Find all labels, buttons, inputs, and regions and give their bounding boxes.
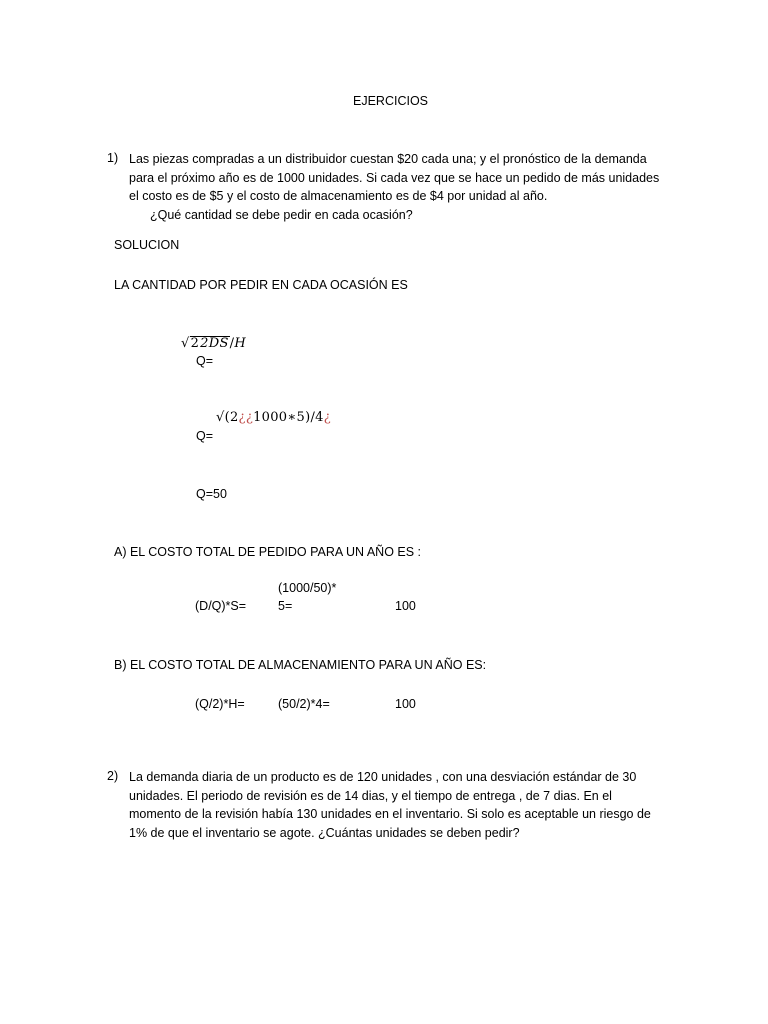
part-b-formula: (Q/2)*H=	[195, 697, 245, 711]
part-b-calc: (50/2)*4=	[278, 697, 330, 711]
exercise-2-statement	[129, 768, 669, 842]
exercise-1-line: Las piezas compradas a un distribuidor cuestan $20 cada una; y el pronóstico de la demanda	[129, 152, 647, 166]
exercise-1-line: para el próximo año es de 1000 unidades. Si cada vez que se hace un pedido de más unidades	[129, 170, 660, 185]
exercise-1-line: el costo es de $5 y el costo de almacenamiento es de $4 por unidad al año.	[129, 189, 548, 204]
exercise-2-line: 1% de que el inventario se agote. ¿Cuántas unidades se deben pedir?	[129, 825, 520, 840]
solution-label: SOLUCION	[114, 238, 180, 252]
exercise-2-line: La demanda diaria de un producto es de 120 unidades , con una desviación estándar de 30	[129, 770, 637, 784]
exercise-1-statement	[129, 150, 669, 224]
part-a-heading: A) EL COSTO TOTAL DE PEDIDO PARA UN AÑO ES :	[114, 545, 422, 559]
exercise-2-line: unidades. El periodo de revisión es de 14 dias, y el tiempo de entrega , de 7 dias. En el	[129, 788, 612, 803]
eoq-substitution: √(2¿¿1000∗5)/4¿	[216, 410, 331, 425]
part-a-value: 100	[395, 599, 416, 613]
exercise-1-question: ¿Qué cantidad se debe pedir en cada ocasión?	[150, 207, 413, 222]
radicand: 22DS	[190, 336, 229, 351]
sqrt-symbol: √	[216, 410, 225, 425]
q-result: Q=50	[196, 487, 227, 501]
exercise-2-number: 2)	[107, 769, 119, 783]
part-a-calc-line2: 5=	[278, 599, 293, 613]
part-a-calc-line1: (1000/50)*	[278, 581, 337, 595]
sqrt-symbol: √	[181, 336, 190, 351]
quantity-subtitle: LA CANTIDAD POR PEDIR EN CADA OCASIÓN ES	[114, 278, 408, 292]
page-title: EJERCICIOS	[353, 94, 429, 108]
q-label: Q=	[196, 354, 214, 368]
part-b-heading: B) EL COSTO TOTAL DE ALMACENAMIENTO PARA UN AÑO ES:	[114, 658, 487, 672]
eoq-formula: √22DS/H	[181, 336, 246, 351]
q-label: Q=	[196, 429, 214, 443]
exercise-2-line: momento de la revisión había 130 unidades en el inventario. Si solo es aceptable un riesgo de	[129, 807, 651, 822]
part-a-formula: (D/Q)*S=	[195, 599, 247, 613]
part-b-value: 100	[395, 697, 416, 711]
exercise-1-number: 1)	[107, 151, 119, 165]
